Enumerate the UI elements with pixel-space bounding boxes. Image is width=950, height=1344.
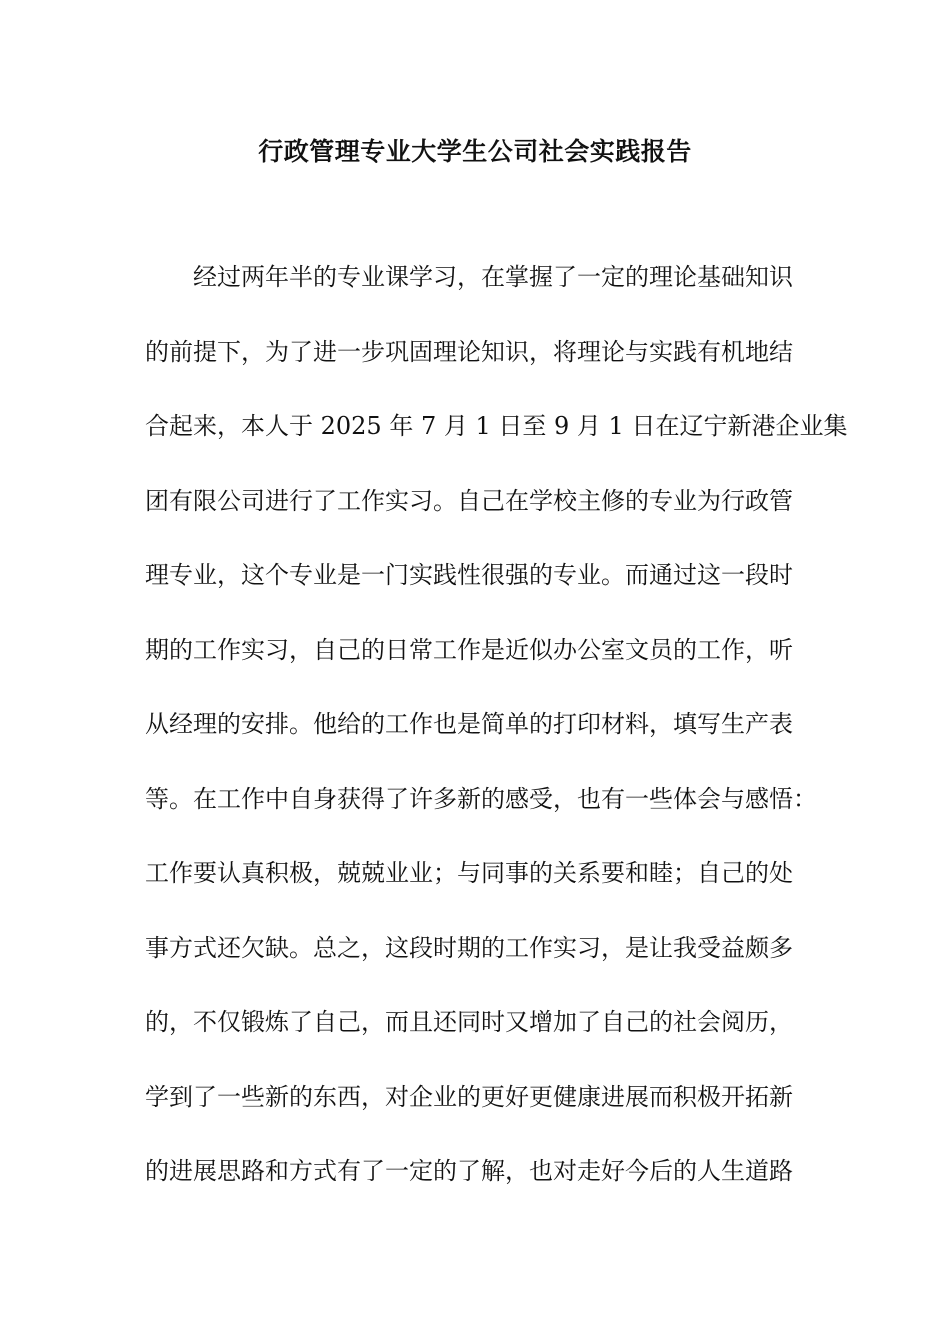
paragraph-line-3: 合起来，本人于 2025 年 7 月 1 日至 9 月 1 日在辽宁新港企业集 — [145, 412, 848, 440]
paragraph-line-7: 从经理的安排。他给的工作也是简单的打印材料，填写生产表 — [145, 710, 793, 738]
paragraph-line-8: 等。在工作中自身获得了许多新的感受，也有一些体会与感悟： — [145, 784, 817, 813]
document-body — [145, 255, 848, 1224]
paragraph-line-4: 团有限公司进行了工作实习。自己在学校主修的专业为行政管 — [145, 486, 793, 515]
paragraph-line-6: 期的工作实习，自己的日常工作是近似办公室文员的工作，听 — [145, 635, 793, 664]
paragraph-line-2: 的前提下，为了进一步巩固理论知识，将理论与实践有机地结 — [145, 337, 793, 366]
paragraph-line-12: 学到了一些新的东西，对企业的更好更健康进展而积极开拓新 — [145, 1082, 793, 1111]
paragraph-line-10: 事方式还欠缺。总之，这段时期的工作实习，是让我受益颇多 — [145, 933, 793, 962]
paragraph-line-1: 经过两年半的专业课学习，在掌握了一定的理论基础知识 — [193, 263, 793, 291]
paragraph-line-9: 工作要认真积极，兢兢业业；与同事的关系要和睦；自己的处 — [145, 859, 793, 887]
document-title: 行政管理专业大学生公司社会实践报告 — [258, 137, 692, 166]
paragraph-line-11: 的，不仅锻炼了自己，而且还同时又增加了自己的社会阅历， — [145, 1008, 793, 1036]
paragraph-line-5: 理专业，这个专业是一门实践性很强的专业。而通过这一段时 — [145, 561, 793, 589]
paragraph-line-13: 的进展思路和方式有了一定的了解，也对走好今后的人生道路 — [145, 1157, 793, 1185]
